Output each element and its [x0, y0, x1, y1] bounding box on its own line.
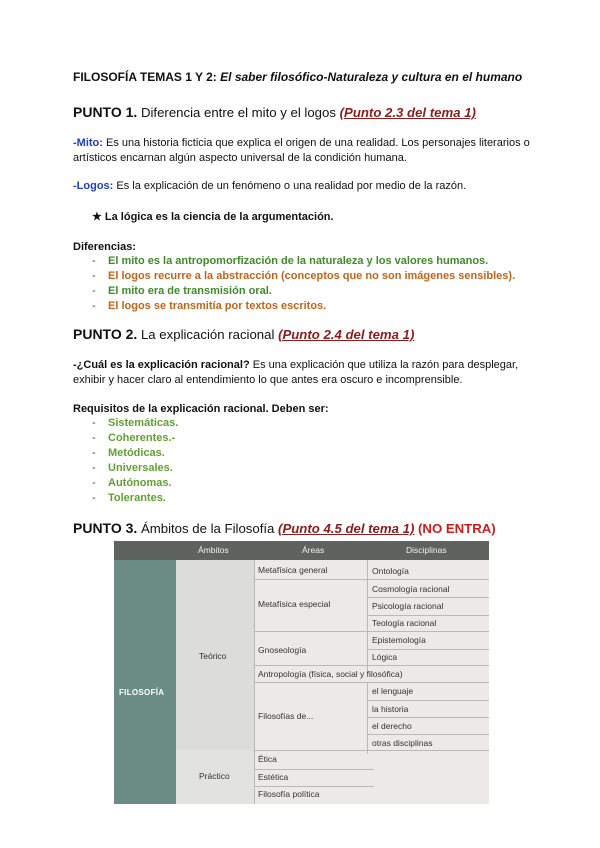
punto1-heading — [73, 104, 476, 120]
requisitos-title: Requisitos de la explicación racional. Deben ser: — [73, 403, 329, 415]
explicacion-question: -¿Cuál es la explicación racional? — [73, 359, 250, 371]
list-item: - El mito es la antropomorfización de la naturaleza y los valores humanos. — [92, 255, 489, 267]
disciplina-logica: Lógica — [372, 652, 398, 662]
area-antropologia: Antropología (física, social y filosófica) — [258, 669, 403, 679]
logos-paragraph — [73, 179, 533, 194]
punto2-heading — [73, 326, 414, 342]
punto1-number: PUNTO 1. — [73, 104, 138, 120]
filosofia-label: FILOSOFÍA — [119, 688, 165, 697]
header-disciplinas: Disciplinas — [406, 545, 447, 555]
requisitos-list — [92, 416, 178, 506]
list-item: - Autónomas. — [92, 477, 172, 489]
area-filosofias-de: Filosofías de... — [258, 711, 314, 721]
punto3-note: (NO ENTRA) — [414, 521, 496, 536]
mito-text: Es una historia ficticia que explica el origen de una realidad. Los personajes literarios o artísticos encarnan algún aspecto universal de la condición humana. — [73, 137, 530, 164]
disciplina-derecho: el derecho — [372, 721, 412, 731]
punto3-ref: (Punto 4.5 del tema 1) — [278, 521, 415, 536]
list-item: - Metódicas. — [92, 447, 165, 459]
area-etica: Ética — [258, 754, 277, 764]
disciplina-otras: otras disciplinas — [372, 738, 433, 748]
punto3-heading — [73, 520, 496, 536]
ambito-teorico — [176, 560, 254, 750]
punto1-text: Diferencia entre el mito y el logos — [137, 105, 340, 120]
disciplina-cosmologia: Cosmología racional — [372, 584, 450, 594]
punto3-text: Ámbitos de la Filosofía — [137, 521, 279, 536]
list-item: - Sistemáticas. — [92, 417, 179, 429]
filosofia-root-cell — [114, 560, 176, 804]
punto2-ref: (Punto 2.4 del tema 1) — [278, 327, 415, 342]
document-title — [73, 70, 522, 84]
area-estetica: Estética — [258, 772, 289, 782]
punto1-ref: (Punto 2.3 del tema 1) — [339, 105, 476, 120]
diferencias-list — [92, 254, 515, 314]
list-item: - Universales. — [92, 462, 173, 474]
area-metafisica-especial: Metafísica especial — [258, 599, 331, 609]
header-ambitos: Ámbitos — [198, 545, 229, 555]
logos-text: Es la explicación de un fenómeno o una realidad por medio de la razón. — [113, 180, 467, 192]
disciplina-ontologia: Ontología — [372, 566, 409, 576]
punto2-text: La explicación racional — [137, 327, 279, 342]
ambito-practico — [176, 750, 254, 804]
area-filosofia-politica: Filosofía política — [258, 789, 320, 799]
disciplina-lenguaje: el lenguaje — [372, 686, 414, 696]
logic-star-note: ★ La lógica es la ciencia de la argumentación. — [92, 211, 334, 223]
disciplina-epistemologia: Epistemología — [372, 635, 426, 645]
title-prefix: FILOSOFÍA TEMAS 1 Y 2: — [73, 70, 221, 84]
title-subtitle: El saber filosófico-Naturaleza y cultura en el humano — [220, 70, 523, 84]
punto2-number: PUNTO 2. — [73, 326, 138, 342]
disciplina-teologia: Teología racional — [372, 618, 437, 628]
diferencias-title: Diferencias: — [73, 241, 136, 253]
ambito-teorico-label: Teórico — [199, 651, 227, 661]
mito-label: -Mito: — [73, 137, 103, 149]
list-item: - El mito era de transmisión oral. — [92, 285, 272, 297]
logos-label: -Logos: — [73, 180, 114, 192]
area-metafisica-general: Metafísica general — [258, 565, 328, 575]
mito-paragraph — [73, 136, 533, 166]
list-item: - El logos se transmitía por textos escritos. — [92, 300, 327, 312]
area-gnoseologia: Gnoseología — [258, 645, 307, 655]
table-header — [114, 541, 489, 560]
list-item: - Tolerantes. — [92, 492, 166, 504]
explicacion-answer: Es una explicación que utiliza la razón para desplegar, exhibir y hacer claro al entendimiento lo que antes era oscuro e incomprensible. — [73, 359, 519, 386]
punto3-number: PUNTO 3. — [73, 520, 138, 536]
list-item: - El logos recurre a la abstracción (conceptos que no son imágenes sensibles). — [92, 270, 516, 282]
explicacion-paragraph — [73, 358, 533, 388]
header-areas: Áreas — [302, 545, 325, 555]
disciplina-psicologia: Psicología racional — [372, 601, 444, 611]
list-item: - Coherentes.- — [92, 432, 176, 444]
disciplina-historia: la historia — [372, 704, 409, 714]
ambitos-table — [114, 541, 489, 804]
ambito-practico-label: Práctico — [199, 771, 230, 781]
